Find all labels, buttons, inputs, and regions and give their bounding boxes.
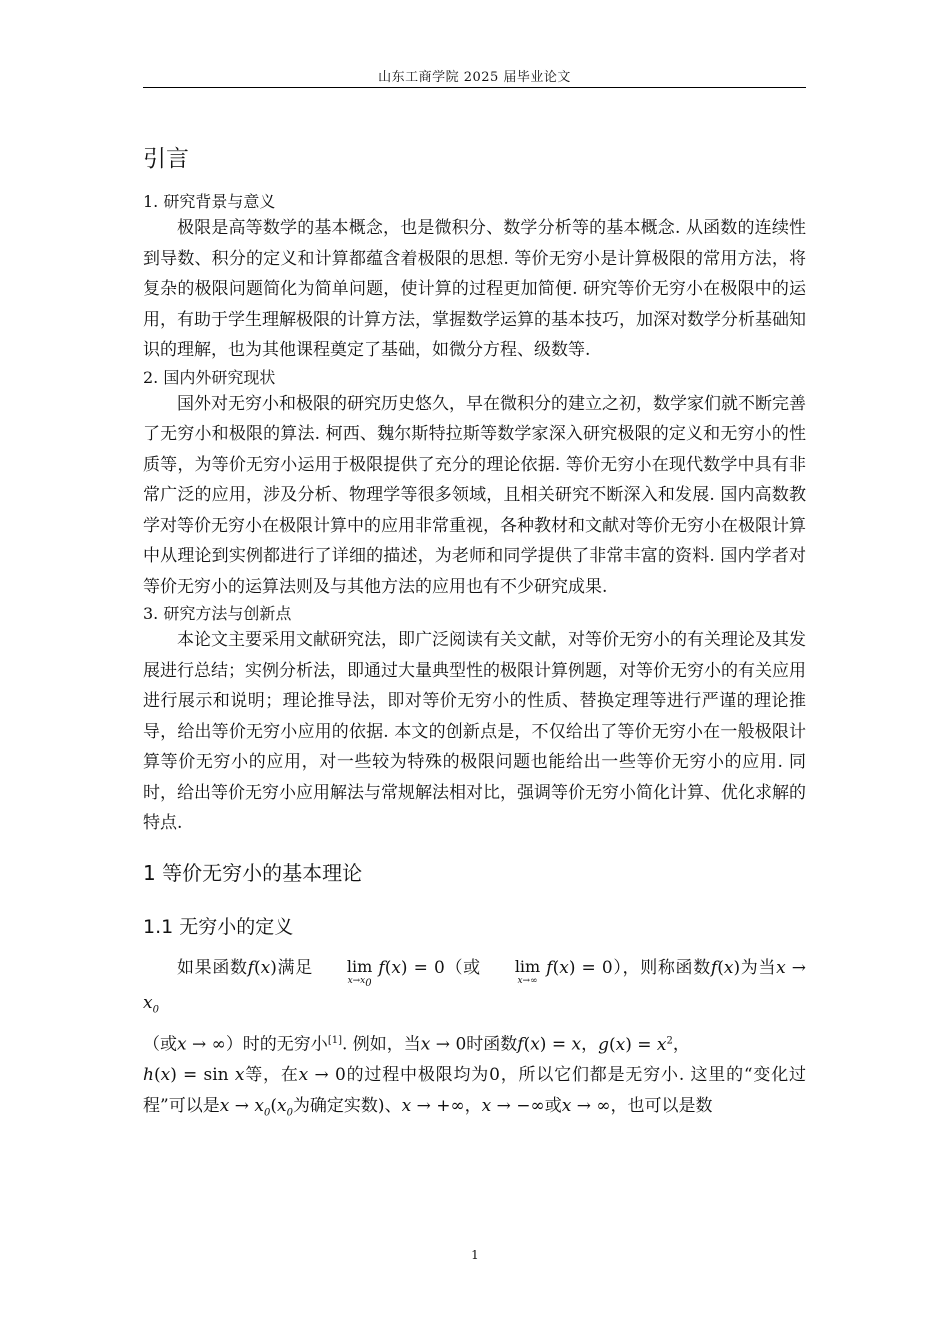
text: 满足 (276, 957, 313, 978)
formula: f(x) = x (517, 1034, 582, 1055)
text: 为当 (740, 957, 777, 978)
paragraph-methods: 本论文主要采用文献研究法，即广泛阅读有关文献，对等价无穷小的有关理论及其发展进行总结；实例分析法，即通过大量典型性的极限计算例题，对等价无穷小的有关应用进行展示和说明；理论推导法，即对等价无穷小的性质、替换定理等进行严谨的理论推导，给出等价无穷小应用的依据. 本文的创新点是，不仅给出了等价无穷小在一般极限计算等价无穷小的应用，对一些较为特殊的极限问题也能给出一些等价无穷小的应用. 同时，给出等价无穷小应用解法与常规解法相对比，强调等价无穷小简化计算、优化求解的特点. (143, 630, 806, 833)
page-number: 1 (471, 1248, 479, 1262)
intro-title: 引言 (143, 146, 189, 172)
text: 或 (544, 1095, 562, 1116)
paragraph-status: 国外对无穷小和极限的研究历史悠久，早在微积分的建立之初，数学家们就不断完善了无穷小和极限的算法. 柯西、魏尔斯特拉斯等数学家深入研究极限的定义和无穷小的性质等，为等价无穷小运用于极限提供了充分的理论依据. 等价无穷小在现代数学中具有非常广泛的应用，涉及分析、物理学等很多领域，且相关研究不断深入和发展. 国内高数教学对等价无穷小在极限计算中的应用非常重视，各种教材和文献对等价无穷小在极限计算中从理论到实例都进行了详细的描述，为老师和同学提供了非常丰富的资料. 国内学者对等价无穷小的运算法则及与其他方法的应用也有不少研究成果. (143, 393, 806, 597)
formula: x → ∞ (177, 1034, 226, 1055)
text: ），则称函数 (612, 957, 711, 978)
text: ， (464, 1095, 482, 1116)
text: ）时的无穷小 (225, 1034, 328, 1055)
running-header: 山东工商学院 2025 届毕业论文 (378, 70, 571, 85)
formula: f(x) (710, 957, 741, 978)
formula: (x) (254, 957, 277, 978)
formula: x → −∞ (481, 1095, 545, 1116)
formula: 0 (489, 1065, 500, 1086)
section-heading-status: 2. 国内外研究现状 (143, 367, 276, 387)
section-title: 1.1 无穷小的定义 (143, 915, 294, 938)
formula: x → 0 (298, 1065, 346, 1086)
paragraph-definition: 如果函数f(x)满足 lim $x\to x_0$ f(x) = 0（或 lim x→∞ f(x) = 0），则称函数f(x)为当$x \to x_0$ （或x → ∞）时的无穷小[1]. 例如，当x → 0时函数f(x) = x，$g(x) = x^2$， h(x) = sin x等，在x → 0的过程中极限均为0，所以它们都是无穷小. 这里的“变化过程”可以是$x \to x_0(x_0$为确定实数)、x → +∞，x → −∞或x → ∞，也可以是数 (143, 956, 807, 1119)
text: （或 (143, 1034, 177, 1055)
text: . 例如，当 (341, 1034, 421, 1055)
text: 等，在 (244, 1065, 299, 1086)
header-rule (143, 87, 806, 88)
text: 的过程中极限均为 (345, 1065, 490, 1086)
text: ， (672, 1034, 690, 1055)
formula: x → ∞ (561, 1095, 611, 1116)
text: ，所以它们都是无穷小. 这里的“变化过程”可以是 (143, 1065, 807, 1116)
text: 为确定实数)、 (292, 1095, 402, 1116)
text: 如果函数 (177, 957, 248, 978)
page-body (143, 128, 806, 1129)
text: ， (581, 1034, 599, 1055)
formula: x → +∞ (401, 1095, 465, 1116)
formula: h(x) = sin x (143, 1065, 245, 1086)
text: 时函数 (466, 1034, 518, 1055)
citation: [1] (327, 1035, 342, 1047)
formula: $x \to x_0$ (219, 1095, 271, 1119)
chapter-title: 1 等价无穷小的基本理论 (143, 860, 363, 885)
paragraph-background: 极限是高等数学的基本概念，也是微积分、数学分析等的基本概念. 从函数的连续性到导数、积分的定义和计算都蕴含着极限的思想. 等价无穷小是计算极限的常用方法，将复杂的极限问题简化为简单问题，使计算的过程更加简便. 研究等价无穷小在极限中的运用，有助于学生理解极限的计算方法，掌握数学运算的基本技巧，加深对数学分析基础知识的理解，也为其他课程奠定了基础，如微分方程、级数等. (143, 218, 806, 360)
formula: x → 0 (420, 1034, 467, 1055)
section-heading-methods: 3. 研究方法与创新点 (143, 604, 292, 623)
formula-limit: lim $x\to x_0$ f(x) = 0 (346, 956, 445, 989)
formula-limit: lim x→∞ f(x) = 0 (514, 956, 613, 986)
formula: $g(x) = x^2$ (598, 1034, 673, 1055)
text: （或 (444, 957, 481, 978)
formula: $x_0$ (276, 1095, 293, 1119)
section-heading-background: 1. 研究背景与意义 (143, 192, 276, 211)
formula: $x \to x_0$ (143, 957, 807, 1016)
formula: f (247, 957, 254, 978)
text: ，也可以是数 (610, 1095, 713, 1116)
